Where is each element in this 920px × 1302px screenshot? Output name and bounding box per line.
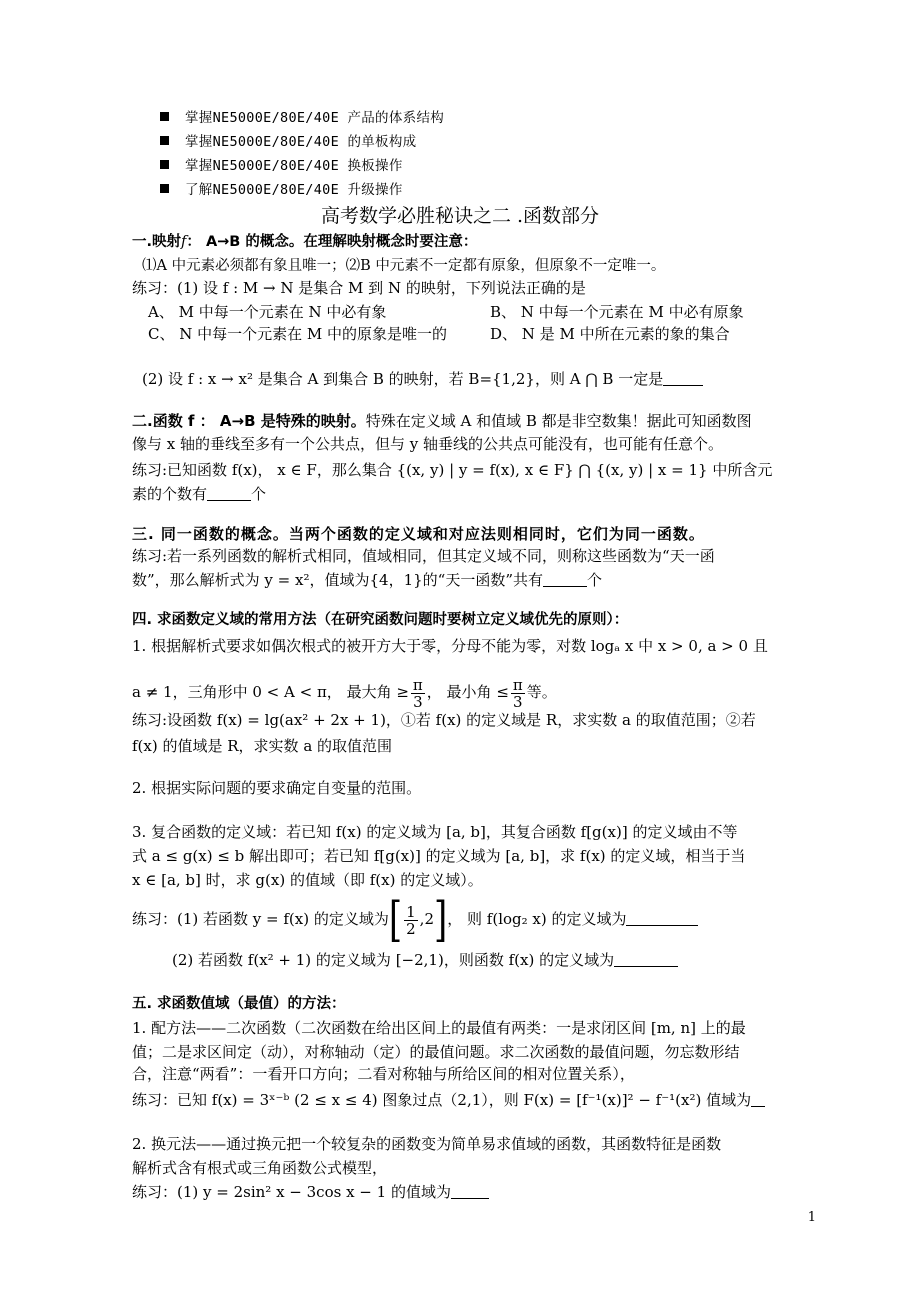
section-1-note: ⑴A 中元素必须都有象且唯一；⑵B 中元素不一定都有原象，但原象不一定唯一。 (142, 258, 666, 274)
section-5-point-1-end: 合，注意“两看”：一看开口方向；二看对称轴与所给区间的相对位置关系）， (132, 1065, 635, 1083)
section-5-point-1-cont: 值；二是求区间定（动），对称轴动（定）的最值问题。求二次函数的最值问题，勿忘数形结 (132, 1043, 740, 1061)
square-bullet-icon (160, 160, 169, 169)
section-4-point-3-cont: 式 a ≤ g(x) ≤ b 解出即可；若已知 f[g(x)] 的定义域为 [a, b]，求 f(x) 的定义域，相当于当 (132, 847, 746, 865)
section-4-exercise-2: 练习：(1) 若函数 y = f(x) 的定义域为[ $\frac{1}{2}$ ,2]， 则 f(log₂ x) 的定义域为 (132, 898, 698, 940)
answer-blank (663, 371, 703, 386)
option-d: D、 N 是 M 中所在元素的象的集合 (490, 325, 730, 343)
section-2-line-1: 二.函数 f ： A→B 是特殊的映射。特殊在定义域 A 和值域 B 都是非空数集！据此可知函数图 (132, 412, 752, 430)
section-2-line-2: 像与 x 轴的垂线至多有一个公共点，但与 y 轴垂线的公共点可能没有，也可能有任意个。 (132, 435, 724, 453)
square-bullet-icon (160, 136, 169, 145)
section-2-exercise-cont: 素的个数有 个 (132, 485, 267, 503)
pi-over-3-fraction: $\frac{\pi}{3}$ (512, 675, 523, 711)
section-3-heading: 三. 同一函数的概念。当两个函数的定义域和对应法则相同时，它们为同一函数。 (132, 525, 705, 543)
section-5-point-2-cont: 解析式含有根式或三角函数公式模型， (132, 1159, 388, 1177)
section-4-exercise-1-cont: f(x) 的值域是 R，求实数 a 的取值范围 (132, 737, 393, 755)
section-2-exercise: 练习:已知函数 f(x)， x ∈ F，那么集合 {(x, y) | y = f(x), x ∈ F} ⋂ {(x, y) | x = 1} 中所含元 (132, 461, 773, 479)
answer-blank (543, 572, 587, 587)
answer-blank (751, 1092, 765, 1107)
page-number: 1 (807, 1210, 816, 1225)
section-1-exercise-2: (2) 设 f : x → x² 是集合 A 到集合 B 的映射，若 B={1,2}，则 A ⋂ B 一定是 (142, 369, 703, 389)
section-5-heading: 五. 求函数值域（最值）的方法： (132, 996, 346, 1012)
section-4-point-3: 3. 复合函数的定义域：若已知 f(x) 的定义域为 [a, b]，其复合函数 f[g(x)] 的定义域由不等 (132, 823, 738, 841)
section-5-point-2: 2. 换元法——通过换元把一个较复杂的函数变为简单易求值域的函数，其函数特征是函数 (132, 1135, 722, 1153)
bullet-item: 掌握NE5000E/80E/40E 的单板构成 (160, 132, 416, 152)
answer-blank (451, 1184, 489, 1199)
right-bracket: ] (433, 892, 448, 948)
page-title: 高考数学必胜秘诀之二 .函数部分 (320, 205, 600, 227)
section-4-point-3-end: x ∈ [a, b] 时，求 g(x) 的值域（即 f(x) 的定义域）。 (132, 871, 483, 889)
section-4-exercise-1: 练习:设函数 f(x) = lg(ax² + 2x + 1)，①若 f(x) 的定义域是 R，求实数 a 的取值范围；②若 (132, 711, 756, 729)
bullet-item: 了解NE5000E/80E/40E 升级操作 (160, 180, 403, 200)
section-3-exercise: 练习:若一系列函数的解析式相同，值域相同，但其定义域不同，则称这些函数为“天一函 (132, 547, 715, 565)
section-5-point-1: 1. 配方法——二次函数（二次函数在给出区间上的最值有两类：一是求闭区间 [m, n] 上的最 (132, 1019, 746, 1037)
section-4-point-1-cont: a ≠ 1，三角形中 0 < A < π， 最大角 ≥ $\frac{\pi}{3}$ ， 最小角 ≤ $\frac{\pi}{3}$ 等。 (132, 675, 557, 711)
square-bullet-icon (160, 184, 169, 193)
option-c: C、 N 中每一个元素在 M 中的原象是唯一的 (148, 325, 448, 343)
section-4-point-1: 1. 根据解析式要求如偶次根式的被开方大于零，分母不能为零，对数 logₐ x 中 x > 0, a > 0 且 (132, 637, 768, 655)
answer-blank (207, 486, 251, 501)
option-a: A、 M 中每一个元素在 N 中必有象 (148, 303, 387, 321)
option-b: B、 N 中每一个元素在 M 中必有原象 (490, 303, 744, 321)
bullet-item: 掌握NE5000E/80E/40E 产品的体系结构 (160, 108, 444, 128)
one-half-fraction: $\frac{1}{2}$ (406, 902, 416, 938)
section-4-point-2: 2. 根据实际问题的要求确定自变量的范围。 (132, 779, 422, 797)
section-1-heading: 一.映射f： A→B 的概念。在理解映射概念时要注意： (132, 234, 478, 250)
square-bullet-icon (160, 112, 169, 121)
answer-blank (626, 911, 698, 926)
left-bracket: [ (388, 892, 403, 948)
section-5-exercise-2: 练习：(1) y = 2sin² x − 3cos x − 1 的值域为 (132, 1182, 489, 1202)
pi-over-3-fraction: $\frac{\pi}{3}$ (412, 675, 423, 711)
answer-blank (614, 952, 678, 967)
section-3-exercise-cont: 数”，那么解析式为 y = x²，值域为{4，1}的“天一函数”共有 个 (132, 571, 603, 589)
bullet-item: 掌握NE5000E/80E/40E 换板操作 (160, 156, 403, 176)
section-4-exercise-3: (2) 若函数 f(x² + 1) 的定义域为 [−2,1)，则函数 f(x) 的定义域为 (172, 950, 678, 970)
section-5-exercise-1: 练习：已知 f(x) = 3ˣ⁻ᵇ (2 ≤ x ≤ 4) 图象过点（2,1），则 F(x) = [f⁻¹(x)]² − f⁻¹(x²) 值域为 (132, 1090, 765, 1110)
section-1-exercise-1: 练习：(1) 设 f : M → N 是集合 M 到 N 的映射，下列说法正确的是 (132, 279, 586, 297)
section-4-heading: 四. 求函数定义域的常用方法（在研究函数问题时要树立定义域优先的原则）： (132, 612, 629, 628)
